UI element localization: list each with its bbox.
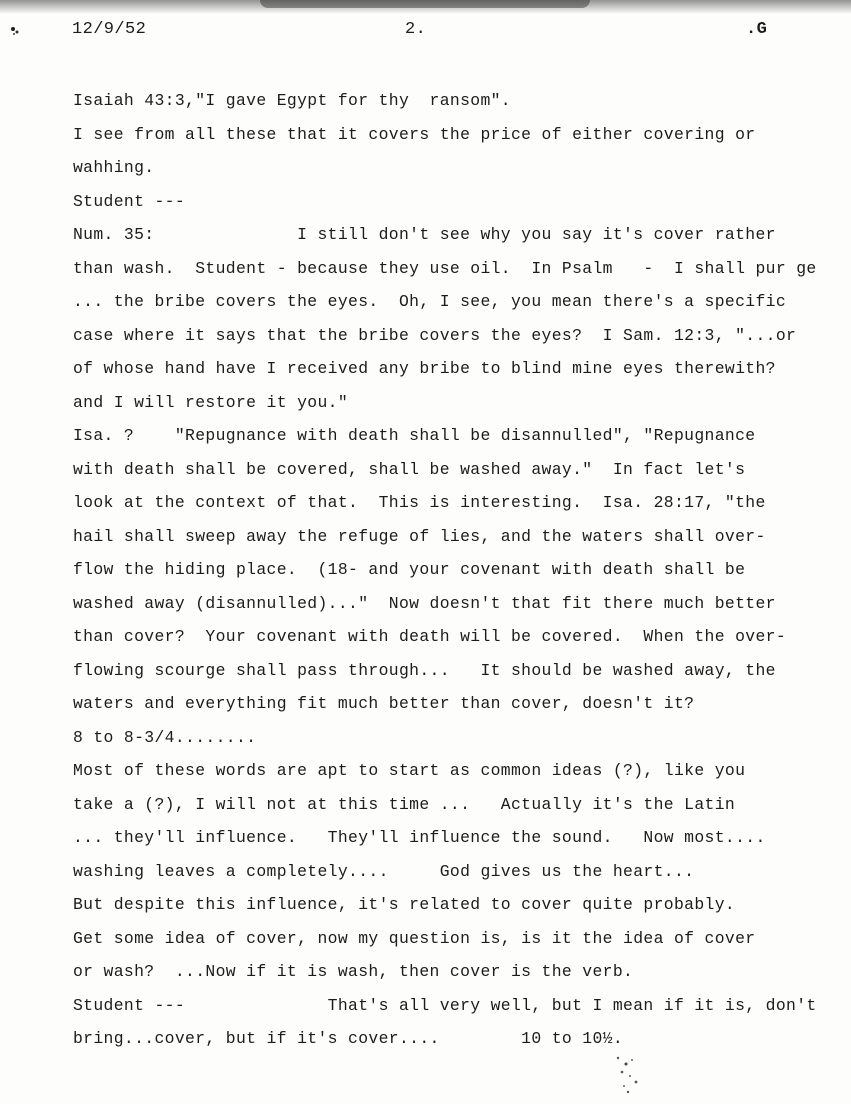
text-line: But despite this influence, it's related to cover quite probably. xyxy=(73,895,736,914)
text-line: Most of these words are apt to start as common ideas (?), like you xyxy=(73,761,746,780)
scan-edge-smudge xyxy=(260,0,590,8)
text-line: waters and everything fit much better than cover, doesn't it? xyxy=(73,694,695,713)
text-line: than wash. Student - because they use oil. In Psalm - I shall pur ge xyxy=(73,258,817,278)
text-line: than cover? Your covenant with death will be covered. When the over- xyxy=(73,627,787,646)
header-corner-mark: .G xyxy=(746,20,768,39)
text-line: washed away (disannulled)..." Now doesn't that fit there much better xyxy=(73,593,776,613)
text-line: and I will restore it you." xyxy=(73,392,349,412)
text-line: Student --- xyxy=(73,191,186,211)
text-line: I see from all these that it covers the price of either covering or xyxy=(73,124,756,144)
text-line: look at the context of that. This is interesting. Isa. 28:17, "the xyxy=(73,493,766,512)
page-header xyxy=(0,16,851,46)
text-line: wahhing. xyxy=(73,158,155,177)
text-line: 8 to 8-3/4........ xyxy=(73,727,257,747)
text-line: case where it says that the bribe covers the eyes? I Sam. 12:3, "...or xyxy=(73,325,797,345)
text-line: flow the hiding place. (18- and your covenant with death shall be xyxy=(73,560,746,579)
text-line: Get some idea of cover, now my question is, is it the idea of cover xyxy=(73,928,756,948)
text-line: Student --- That's all very well, but I mean if it is, don't xyxy=(73,995,817,1015)
text-line: ... the bribe covers the eyes. Oh, I see, you mean there's a specific xyxy=(73,292,787,311)
text-line: Num. 35: I still don't see why you say it's cover rather xyxy=(73,225,776,244)
text-line: washing leaves a completely.... God gives us the heart... xyxy=(73,861,695,881)
text-line: or wash? ...Now if it is wash, then cover is the verb. xyxy=(73,962,634,981)
text-line: bring...cover, but if it's cover.... 10 to 10½. xyxy=(73,1029,624,1048)
transcript-body xyxy=(73,84,817,1056)
text-line: flowing scourge shall pass through... It should be washed away, the xyxy=(73,660,776,680)
text-line: with death shall be covered, shall be washed away." In fact let's xyxy=(73,459,746,479)
header-page-number: 2. xyxy=(405,20,427,39)
header-date: 12/9/52 xyxy=(72,20,147,39)
text-line: Isaiah 43:3,"I gave Egypt for thy ransom". xyxy=(73,91,511,110)
text-line: hail shall sweep away the refuge of lies, and the waters shall over- xyxy=(73,526,766,546)
scan-speckle-icon xyxy=(608,1050,648,1100)
text-line: Isa. ? "Repugnance with death shall be disannulled", "Repugnance xyxy=(73,426,756,445)
text-line: of whose hand have I received any bribe to blind mine eyes therewith? xyxy=(73,359,776,378)
text-line: take a (?), I will not at this time ... Actually it's the Latin xyxy=(73,794,736,814)
text-line: ... they'll influence. They'll influence the sound. Now most.... xyxy=(73,828,766,847)
